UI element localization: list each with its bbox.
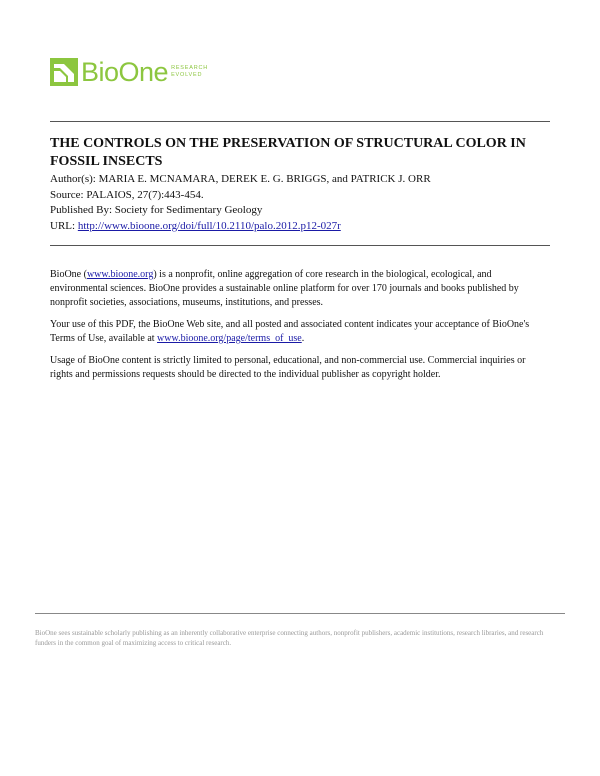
top-divider xyxy=(50,121,550,122)
about-paragraph-2 xyxy=(50,318,550,346)
terms-of-use-link[interactable]: www.bioone.org/page/terms_of_use xyxy=(157,333,302,344)
url-line xyxy=(50,219,550,235)
article-title: THE CONTROLS ON THE PRESERVATION OF STRUCTURAL COLOR IN FOSSIL INSECTS xyxy=(50,136,526,169)
publisher-line: Published By: Society for Sedimentary Geology xyxy=(50,204,263,216)
footer-divider xyxy=(35,613,565,614)
bioone-wordmark: BioOne xyxy=(81,57,169,87)
authors-line: Author(s): MARIA E. MCNAMARA, DEREK E. G. BRIGGS, and PATRICK J. ORR xyxy=(50,173,431,185)
tagline-line-1: RESEARCH xyxy=(171,65,209,71)
bioone-home-link[interactable]: www.bioone.org xyxy=(86,269,154,280)
source-line: Source: PALAIOS, 27(7):443-454. xyxy=(50,188,204,201)
about-p1-pre: BioOne ( xyxy=(50,269,87,280)
about-section xyxy=(50,268,550,390)
middle-divider xyxy=(50,245,550,246)
bioone-logo xyxy=(50,57,208,87)
bioone-logo-icon xyxy=(50,58,78,86)
bioone-tagline xyxy=(171,65,208,79)
about-paragraph-3: Usage of BioOne content is strictly limited to personal, educational, and non-commercial use. Commercial inquiries or rights and permissions requests should be directed to the individual publisher as copyright holder. xyxy=(50,355,526,380)
about-paragraph-1 xyxy=(50,268,550,310)
article-url-link[interactable]: http://www.bioone.org/doi/full/10.2110/palo.2012.p12-027r xyxy=(77,219,341,232)
article-metadata xyxy=(50,172,550,234)
url-label: URL: xyxy=(50,219,76,232)
tagline-line-2: EVOLVED xyxy=(171,72,203,78)
about-p2-post: . xyxy=(301,333,305,344)
about-p2-pre: Your use of this PDF, the BioOne Web site, and all posted and associated content indicates your acceptance of BioOne's Terms of Use, available at xyxy=(50,319,530,344)
footer-text: BioOne sees sustainable scholarly publishing as an inherently collaborative enterprise connecting authors, nonprofit publishers, academic institutions, research libraries, and research funders in the common goal of maximizing access to critical research. xyxy=(35,629,544,647)
about-p1-post: ) is a nonprofit, online aggregation of core research in the biological, ecological, and environmental sciences. BioOne provides a sustainable online platform for over 170 journals and books published by nonprofit societies, associations, museums, institutions, and presses. xyxy=(50,269,519,308)
